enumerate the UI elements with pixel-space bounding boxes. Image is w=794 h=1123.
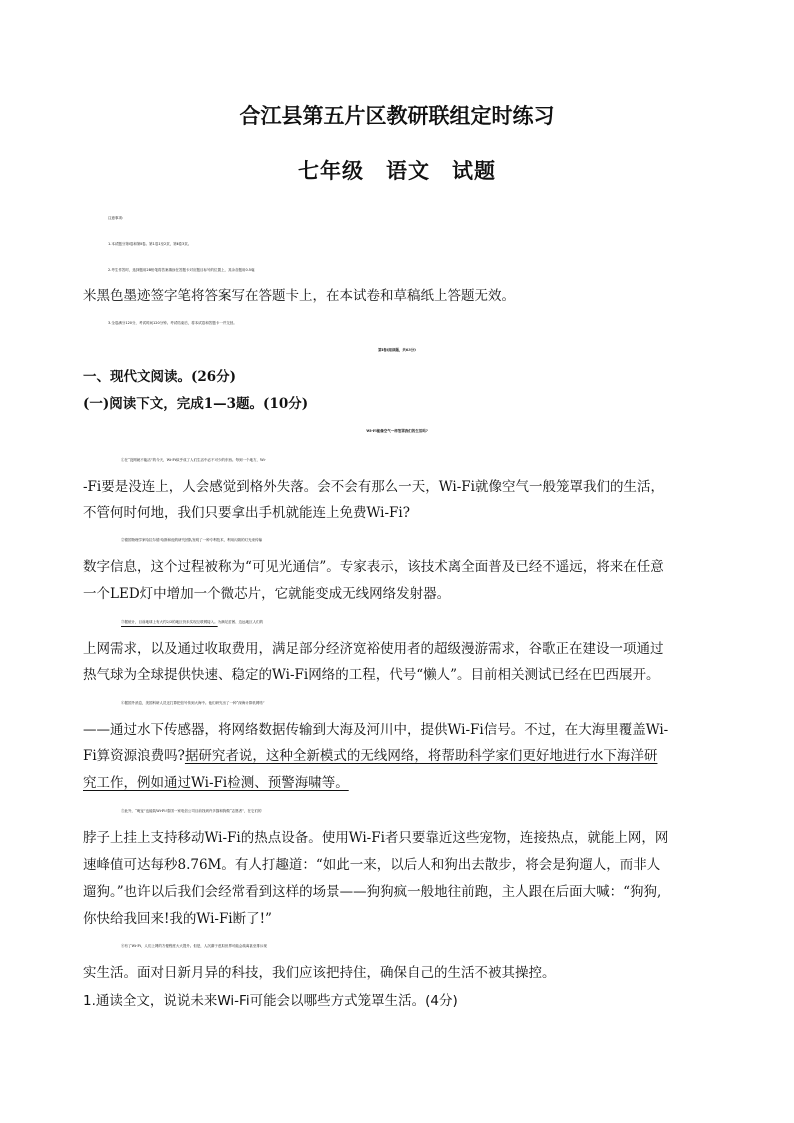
section-1-heading: 一、现代文阅读。(26分)	[83, 369, 237, 385]
article-p4-line1: ④据国外消息，美国科研人员还打算把信号传到大海中。他们研究出了一种“深海计算机网络”	[121, 701, 265, 705]
article-p4-underlined-end: 究工作，例如通过Wi-Fi检测、预警海啸等。	[83, 775, 349, 791]
article-p3-underlined: ③据统计，目前地球上有大约2/3的地区仍未实现互联网接入。	[121, 620, 218, 624]
article-p5-line2: 脖子上挂上支持移动Wi-Fi的热点设备。使用Wi-Fi者只要靠近这些宠物，连接热点，就能上网，网	[83, 830, 669, 846]
article-p1-line1: ①在“没网就不能活”的今天，Wi-Fi似乎成了人们生活中必不可少的东西。每到一个地方，Wi-	[121, 458, 266, 462]
article-p5-line3: 速峰值可达每秒8.76M。有人打趣道：“如此一来，以后人和狗出去散步，将会是狗遛人，而非人	[83, 857, 661, 873]
exam-subtitle: 七年级 语文 试题	[298, 158, 496, 183]
article-p5-line1: ⑤此外，“萌宠”也能装Wi-Fi!泰国一家电信公司目前找到许多猫和狗做“志愿者”，在它们的	[121, 809, 262, 813]
article-p2-line1: ②德国物理学家哈拉尔德·哈斯和他的研究团队发明了一种专利技术，利用闪烁的灯光来传输	[121, 538, 263, 542]
subsection-1-heading: (一)阅读下文，完成1—3题。(10分)	[83, 396, 309, 412]
article-p3-line2: 上网需求，以及通过收取费用，满足部分经济宽裕使用者的超级漫游需求，谷歌正在建设一项通过	[83, 641, 664, 657]
article-p5-line4: 遛狗。”也许以后我们会经常看到这样的场景——狗狗疯一般地往前跑，主人跟在后面大喊：“狗狗,	[83, 884, 662, 900]
article-title: Wi-Fi能像空气一样笼罩我们的生活吗?	[366, 429, 428, 433]
article-p1-line2: -Fi要是没连上，人会感觉到格外失落。会不会有那么一天，Wi-Fi就像空气一般笼罩我们的生活，	[83, 479, 664, 495]
article-p4-line4	[83, 773, 713, 793]
note-3: 3.全卷满分120分，考试时间120分钟。考试结束后，将本试卷和答题卡一并交回。	[108, 321, 237, 325]
article-p5-line5: 你快给我回来!我的Wi-Fi断了!”	[83, 911, 272, 927]
article-p4-underlined: 据研究者说，这种全新模式的无线网络，将帮助科学家们更好地进行水下海洋研	[184, 748, 658, 764]
article-p4-line3	[83, 746, 713, 766]
question-1: 1.通读全文，说说未来Wi-Fi可能会以哪些方式笼罩生活。(4分)	[83, 993, 458, 1009]
article-p4-line2: ——通过水下传感器，将网络数据传输到大海及河川中，提供Wi-Fi信号。不过，在大海里覆盖Wi-	[83, 722, 669, 738]
article-p4-plain: Fi算资源浪费吗?	[83, 748, 185, 764]
note-2a: 2.考生作答时，选择题用2B铅笔将答案填涂在答题卡对应题目标号的位置上，其余各题用0.5毫	[108, 268, 255, 272]
article-p2-line3: 一个LED灯中增加一个微芯片，它就能变成无线网络发射器。	[83, 586, 451, 602]
notes-heading: 注意事项:	[108, 216, 124, 220]
article-p3-line1	[121, 612, 751, 632]
article-p2-line2: 数字信息，这个过程被称为“可见光通信”。专家表示，该技术离全面普及已经不遥远，将来在任意	[83, 559, 664, 575]
article-p6-line1: ⑥有了Wi-Fi，人们上网的方便程度大大提升。但是，人沉溺于虚拟世界可能会疏离甚至排斥现	[121, 944, 267, 948]
note-1: 1.本试题分第Ⅰ卷和第Ⅱ卷。第1卷1至2页，第Ⅱ卷3页。	[108, 242, 192, 246]
exam-title: 合江县第五片区教研联组定时练习	[239, 103, 555, 128]
note-2b: 米黑色墨迹签字笔将答案写在答题卡上，在本试卷和草稿纸上答题无效。	[83, 288, 515, 304]
article-p1-line3: 不管何时何地，我们只要拿出手机就能连上免费Wi-Fi?	[83, 505, 410, 521]
part-1-heading: 第Ⅰ卷(阅读题，共63分)	[378, 348, 416, 352]
article-p6-line2: 实生活。面对日新月异的科技，我们应该把持住，确保自己的生活不被其操控。	[83, 965, 556, 981]
article-p3-rest: 为满足贫困、边远地区人们的	[217, 620, 264, 624]
article-p3-line3: 热气球为全球提供快速、稳定的Wi-Fi网络的工程，代号“懒人”。目前相关测试已经在巴西展开。	[83, 667, 660, 683]
